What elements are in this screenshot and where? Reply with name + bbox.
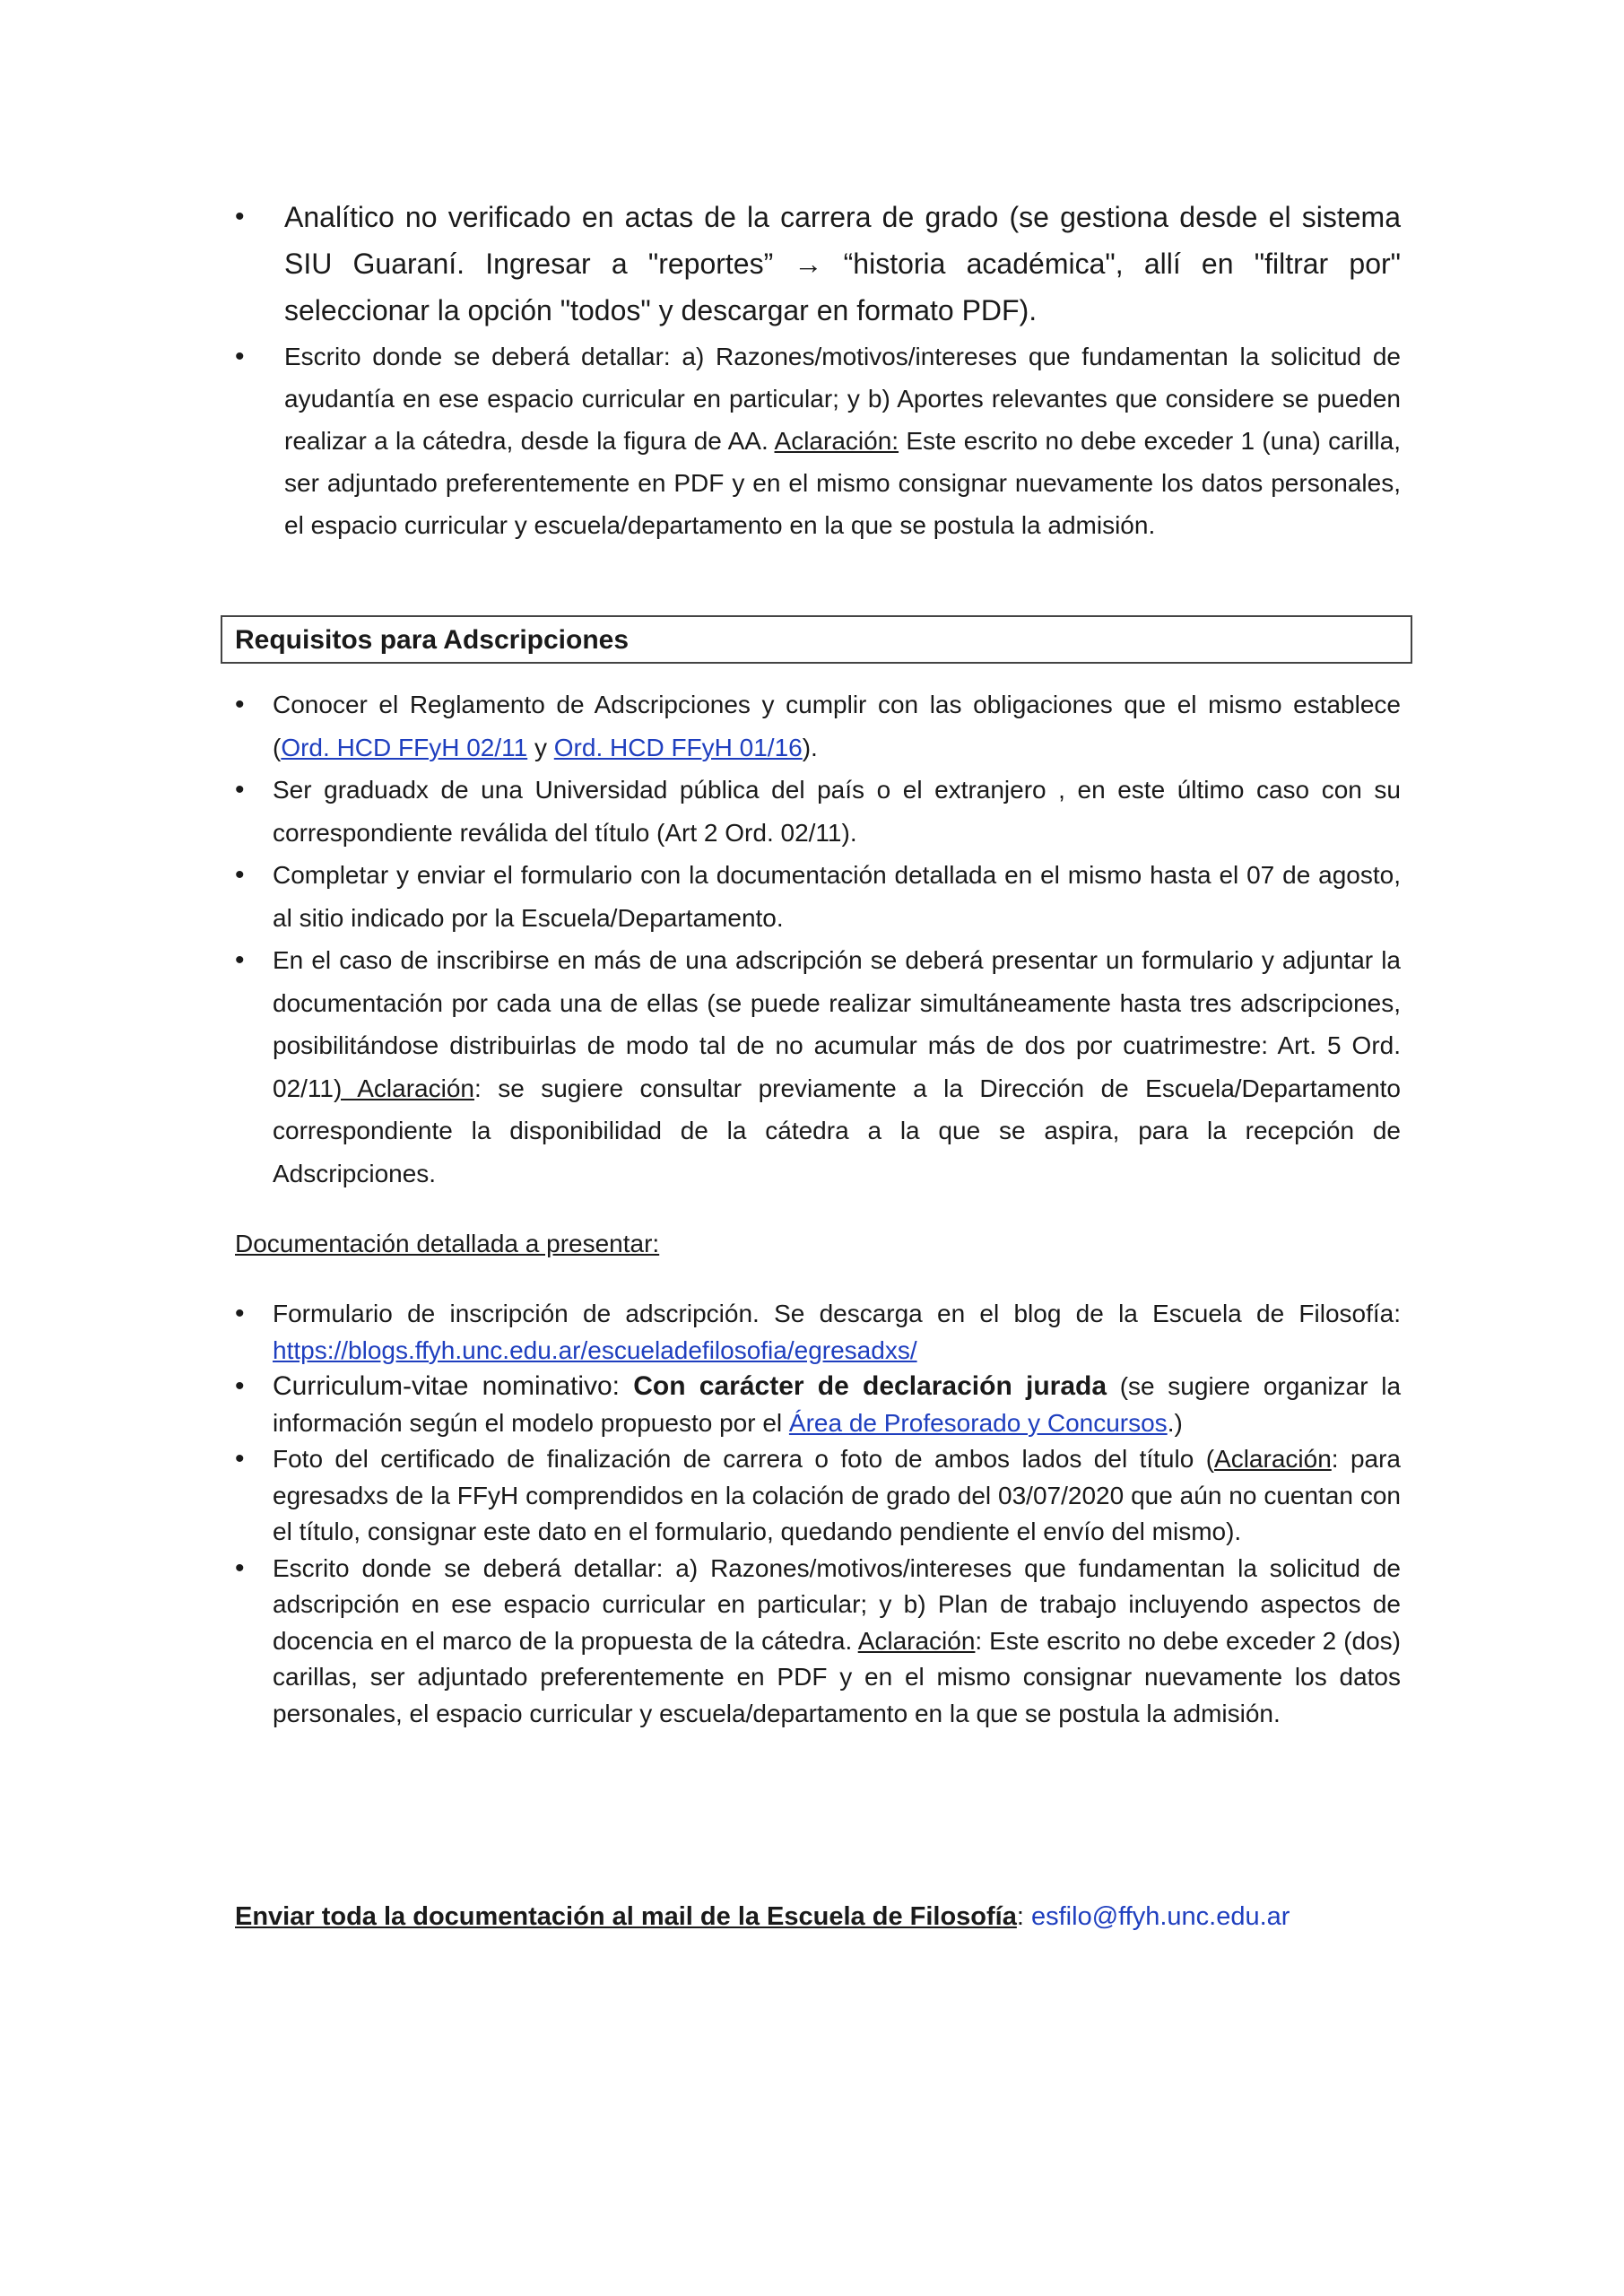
escrito-aclaracion-label: Aclaración: [857, 1626, 976, 1655]
list-item-formulario-inscripcion: [235, 1296, 1401, 1369]
foto-note: : para egresadxs de la FFyH comprendidos en la colación de grado del 03/07/2020 que aún no cuentan con el título, consignar este dato en el formulario, quedando pendiente el envío del mismo).: [273, 1445, 1401, 1545]
list-item-foto-certificado: [235, 1441, 1401, 1551]
list-item-curriculum: [235, 1369, 1401, 1441]
reglamento-text: Conocer el Reglamento de Adscripciones y cumplir con las obligaciones que el mismo establece (: [273, 691, 1401, 761]
escrito-text: Escrito donde se deberá detallar: a) Razones/motivos/intereses que fundamentan la solicitud de adscripción en ese espacio curricular en particular; y b) Plan de trabajo incluyendo aspectos de docencia en el marco de la propuesta de la cátedra.: [273, 1553, 1401, 1655]
escrito-aa-text: Escrito donde se deberá detallar: a) Razones/motivos/intereses que fundamentan la solicitud de ayudantía en ese espacio curricular en particular; y b) Aportes relevantes que considere se pueden realizar a la cátedra, desde la figura de AA.: [284, 343, 1401, 455]
cv-text: Curriculum-vitae nominativo:: [273, 1371, 634, 1401]
blog-egresadxs-link[interactable]: https://blogs.ffyh.unc.edu.ar/escueladefilosofia/egresadxs/: [273, 1335, 917, 1364]
list-item-escrito-ayudantia: [235, 335, 1401, 546]
multiples-text: En el caso de inscribirse en más de una adscripción se deberá presentar un formulario y adjuntar la documentación por cada una de ellas (se puede realizar simultáneamente hasta tres adscripciones, posibilitándose distribuirlas de modo tal de no acumular más de dos por cuatrimestre: Art. 5 Ord. 02/11: [273, 946, 1401, 1102]
reglamento-close: ).: [802, 733, 818, 761]
ord-0211-link[interactable]: Ord. HCD FFyH 02/11: [281, 733, 528, 761]
requisitos-adscripciones-heading: Requisitos para Adscripciones: [221, 615, 1412, 664]
multiples-aclaracion-label: ) Aclaración: [334, 1074, 474, 1102]
ayudantia-requirements-list: [235, 194, 1401, 546]
documentacion-list: [235, 1296, 1401, 1732]
list-item-multiples-adscripciones: [235, 939, 1401, 1195]
analitico-text: Analítico no verificado en actas de la carrera de grado (se gestiona desde el sistema SIU Guaraní. Ingresar a "reportes” → “historia académica", allí en "filtrar por" seleccionar la opción "todos" y descargar en formato PDF).: [284, 201, 1401, 326]
ord-0116-link[interactable]: Ord. HCD FFyH 01/16: [553, 733, 803, 761]
escrito-aa-note: Este escrito no debe exceder 1 (una) carilla, ser adjuntado preferentemente en PDF y en el mismo consignar nuevamente los datos personales, el espacio curricular y escuela/departamento en la que se postula la admisión.: [284, 427, 1401, 539]
cv-note: (se sugiere organizar la información según el modelo propuesto por el: [273, 1372, 1402, 1437]
cv-close: .): [1167, 1408, 1183, 1437]
documentacion-heading: Documentación detallada a presentar:: [235, 1230, 660, 1257]
formulario-text: Formulario de inscripción de adscripción. Se descarga en el blog de la Escuela de Filosofía:: [273, 1300, 1401, 1327]
email-address[interactable]: esfilo@ffyh.unc.edu.ar: [1031, 1902, 1290, 1931]
area-profesorado-link[interactable]: Área de Profesorado y Concursos: [788, 1408, 1168, 1437]
foto-text: Foto del certificado de finalización de carrera o foto de ambos lados del título (: [273, 1445, 1215, 1473]
list-item-analitico: [235, 194, 1401, 334]
list-item-graduado: [235, 769, 1401, 854]
reglamento-conjunction: y: [527, 733, 554, 761]
escrito-note: : Este escrito no debe exceder 2 (dos) carillas, ser adjuntado preferentemente en PDF y en el mismo consignar nuevamente los datos personales, el espacio curricular y escuela/departamento en la que se postula la admisión.: [273, 1626, 1401, 1727]
footer-separator: :: [1016, 1902, 1031, 1931]
adscripciones-requirements-list: [235, 683, 1401, 1195]
list-item-reglamento: [235, 683, 1401, 769]
formulario-envio-text: Completar y enviar el formulario con la documentación detallada en el mismo hasta el 07 de agosto, al sitio indicado por la Escuela/Departamento.: [273, 861, 1401, 932]
multiples-note: : se sugiere consultar previamente a la Dirección de Escuela/Departamento correspondiente la disponibilidad de la cátedra a la que se aspira, para la recepción de Adscripciones.: [273, 1074, 1401, 1187]
graduado-text: Ser graduadx de una Universidad pública del país o el extranjero , en este último caso con su correspondiente reválida del título (Art 2 Ord. 02/11).: [273, 776, 1401, 847]
footer-instruction: [235, 1899, 1290, 1935]
list-item-escrito-adscripcion: [235, 1551, 1401, 1733]
list-item-formulario-envio: [235, 854, 1401, 939]
aclaracion-label: Aclaración:: [774, 427, 899, 455]
footer-lead: Enviar toda la documentación al mail de la Escuela de Filosofía: [235, 1902, 1017, 1931]
cv-declaracion-jurada: Con carácter de declaración jurada: [633, 1371, 1107, 1401]
foto-aclaracion-label: Aclaración: [1214, 1445, 1332, 1473]
